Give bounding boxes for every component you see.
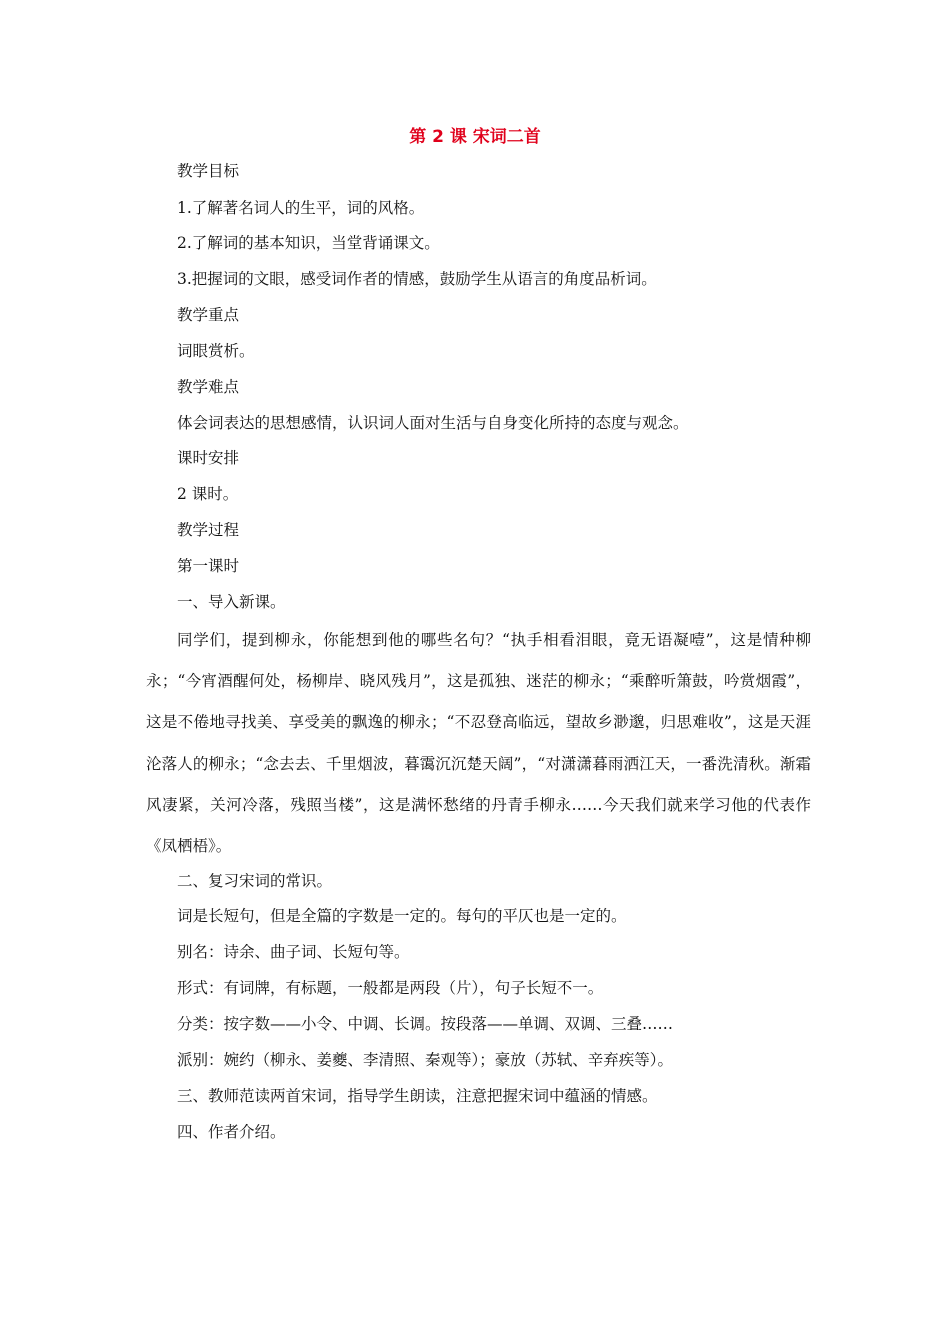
- ci-schools: 派别：婉约（柳永、姜夔、李清照、秦观等）；豪放（苏轼、辛弃疾等）。: [177, 1051, 674, 1069]
- heading-key-points: 教学重点: [177, 306, 240, 324]
- schedule-text: 2 课时。: [177, 485, 239, 503]
- ci-definition: 词是长短句，但是全篇的字数是一定的。每句的平仄也是一定的。: [177, 907, 627, 925]
- ci-classification: 分类：按字数——小令、中调、长调。按段落——单调、双调、三叠……: [177, 1015, 674, 1033]
- section-2-heading: 二、复习宋词的常识。: [177, 872, 333, 890]
- heading-teaching-goals: 教学目标: [177, 162, 240, 180]
- goal-item-3: 3.把握词的文眼，感受词作者的情感，鼓励学生从语言的角度品析词。: [177, 270, 657, 288]
- key-points-text: 词眼赏析。: [177, 342, 255, 360]
- intro-paragraph: 同学们，提到柳永，你能想到他的哪些名句？“执手相看泪眼，竟无语凝噎”，这是情种柳永；“今宵酒醒何处，杨柳岸、晓风残月”，这是孤独、迷茫的柳永；“乘醉听箫鼓，吟赏烟霞”，这是不倦地寻找美、享受美的飘逸的柳永；“不忍登高临远，望故乡渺邈，归思难收”，这是天涯沦落人的柳永；“念去去、千里烟波，暮霭沉沉楚天阔”，“对潇潇暮雨洒江天，一番洗清秋。渐霜风凄紧，关河冷落，残照当楼”，这是满怀愁绪的丹青手柳永……今天我们就来学习他的代表作《凤栖梧》。: [146, 631, 811, 856]
- lesson-title: 第 2 课 宋词二首: [409, 127, 541, 147]
- heading-process: 教学过程: [177, 521, 240, 539]
- ci-aliases: 别名：诗余、曲子词、长短句等。: [177, 943, 410, 961]
- ci-form: 形式：有词牌，有标题，一般都是两段（片），句子长短不一。: [177, 979, 604, 997]
- section-4-heading: 四、作者介绍。: [177, 1123, 286, 1141]
- section-1-heading: 一、导入新课。: [177, 593, 286, 611]
- difficulties-text: 体会词表达的思想感情，认识词人面对生活与自身变化所持的态度与观念。: [177, 414, 689, 432]
- section-3-heading: 三、教师范读两首宋词，指导学生朗读，注意把握宋词中蕴涵的情感。: [177, 1087, 658, 1105]
- goal-item-1: 1.了解著名词人的生平，词的风格。: [177, 199, 425, 217]
- heading-first-period: 第一课时: [177, 557, 240, 575]
- heading-schedule: 课时安排: [177, 449, 240, 467]
- heading-difficulties: 教学难点: [177, 378, 240, 396]
- goal-item-2: 2.了解词的基本知识，当堂背诵课文。: [177, 234, 440, 252]
